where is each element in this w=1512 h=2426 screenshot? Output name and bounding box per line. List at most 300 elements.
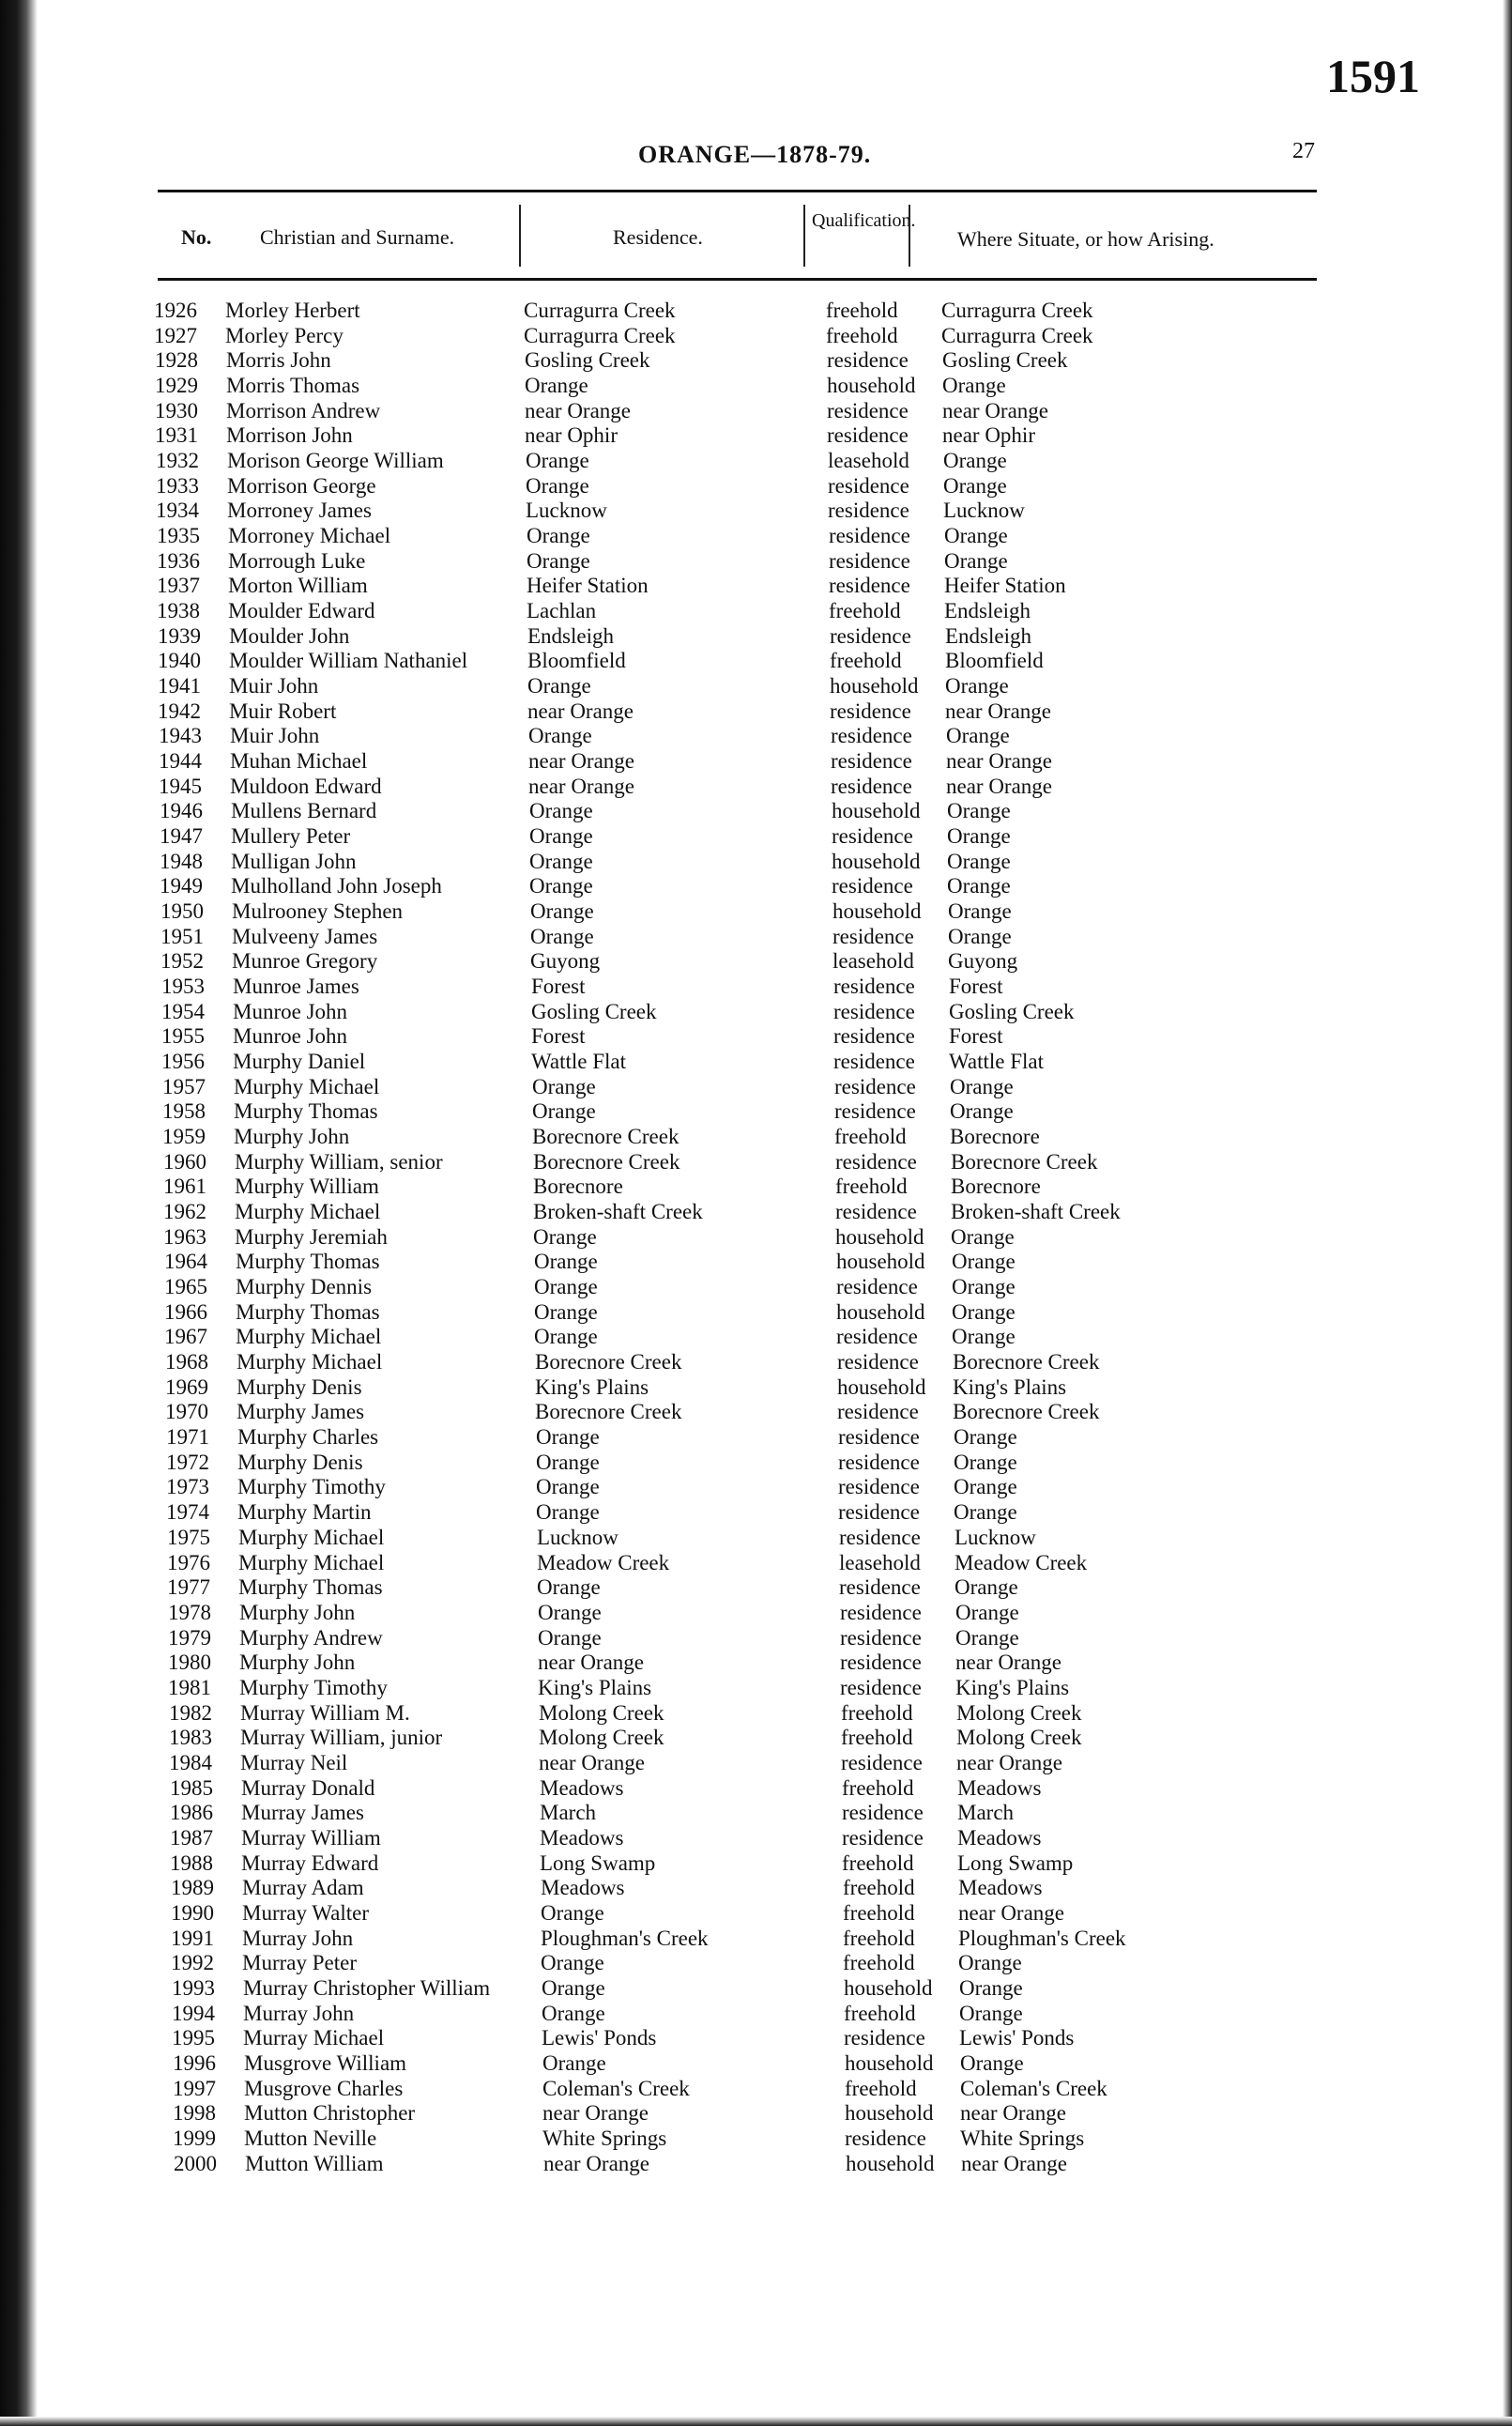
elector-name: Murphy Michael bbox=[236, 1325, 382, 1348]
elector-qualification: household bbox=[836, 1300, 925, 1324]
elector-qualification: residence bbox=[831, 775, 912, 798]
table-row bbox=[0, 649, 1512, 673]
elector-qualification: residence bbox=[845, 2127, 926, 2150]
elector-residence: Forest bbox=[531, 975, 586, 998]
row-number: 1995 bbox=[172, 2026, 215, 2050]
elector-qualification: household bbox=[827, 374, 916, 397]
elector-residence: Orange bbox=[534, 1300, 598, 1324]
elector-where-situate: Molong Creek bbox=[956, 1701, 1082, 1725]
row-number: 1971 bbox=[166, 1425, 209, 1449]
elector-name: Murphy John bbox=[239, 1601, 356, 1624]
elector-residence: near Orange bbox=[525, 399, 632, 422]
elector-qualification: residence bbox=[839, 1526, 921, 1549]
elector-name: Mullens Bernard bbox=[231, 799, 377, 822]
elector-where-situate: Orange bbox=[950, 1075, 1014, 1098]
elector-where-situate: Curragurra Creek bbox=[941, 299, 1093, 322]
elector-residence: Lewis' Ponds bbox=[542, 2026, 657, 2050]
table-row bbox=[0, 1075, 1512, 1099]
row-number: 1961 bbox=[163, 1175, 206, 1198]
elector-qualification: freehold bbox=[842, 1776, 914, 1800]
elector-residence: near Orange bbox=[538, 1651, 645, 1674]
elector-qualification: residence bbox=[829, 574, 910, 597]
elector-where-situate: near Ophir bbox=[942, 423, 1035, 447]
elector-where-situate: near Orange bbox=[956, 1751, 1063, 1774]
elector-qualification: residence bbox=[840, 1601, 922, 1624]
elector-where-situate: Gosling Creek bbox=[949, 1000, 1075, 1023]
table-row bbox=[0, 1801, 1512, 1825]
elector-qualification: freehold bbox=[835, 1175, 908, 1198]
row-number: 1936 bbox=[157, 549, 200, 573]
elector-name: Murray Peter bbox=[242, 1951, 357, 1974]
row-number: 1969 bbox=[165, 1375, 208, 1399]
row-number: 1965 bbox=[164, 1275, 207, 1298]
column-divider bbox=[803, 205, 805, 267]
elector-qualification: leasehold bbox=[832, 949, 914, 973]
row-number: 1931 bbox=[155, 423, 198, 447]
table-row bbox=[0, 549, 1512, 574]
elector-where-situate: Lucknow bbox=[955, 1526, 1036, 1549]
elector-residence: Long Swamp bbox=[540, 1851, 656, 1875]
elector-name: Morison George William bbox=[227, 449, 444, 472]
elector-where-situate: Borecnore Creek bbox=[953, 1350, 1100, 1374]
elector-where-situate: King's Plains bbox=[953, 1375, 1067, 1399]
elector-where-situate: Forest bbox=[949, 975, 1003, 998]
elector-qualification: residence bbox=[832, 925, 914, 948]
elector-qualification: leasehold bbox=[828, 449, 909, 472]
row-number: 1942 bbox=[158, 699, 201, 723]
elector-residence: Orange bbox=[532, 1075, 596, 1098]
elector-where-situate: Borecnore Creek bbox=[953, 1400, 1100, 1423]
elector-residence: Orange bbox=[526, 449, 589, 472]
elector-residence: Ploughman's Creek bbox=[541, 1927, 709, 1950]
table-row bbox=[0, 1024, 1512, 1049]
elector-name: Murray Donald bbox=[241, 1776, 375, 1800]
row-number: 1973 bbox=[166, 1475, 209, 1498]
column-header-name: Christian and Surname. bbox=[260, 225, 455, 249]
elector-qualification: residence bbox=[832, 874, 913, 898]
elector-residence: Gosling Creek bbox=[525, 348, 650, 372]
elector-qualification: residence bbox=[828, 474, 909, 498]
table-row bbox=[0, 1826, 1512, 1850]
row-number: 1988 bbox=[170, 1851, 213, 1875]
elector-name: Murphy Jeremiah bbox=[235, 1225, 388, 1249]
row-number: 1954 bbox=[161, 1000, 205, 1023]
table-row bbox=[0, 474, 1512, 499]
elector-qualification: residence bbox=[827, 348, 909, 372]
row-number: 1945 bbox=[159, 775, 202, 798]
elector-qualification: freehold bbox=[829, 599, 901, 622]
table-row bbox=[0, 324, 1512, 348]
table-row bbox=[0, 1701, 1512, 1726]
elector-residence: Bloomfield bbox=[527, 649, 626, 672]
table-row bbox=[0, 1000, 1512, 1024]
elector-name: Murphy John bbox=[239, 1651, 356, 1674]
elector-residence: Orange bbox=[529, 824, 593, 848]
elector-name: Murphy Michael bbox=[235, 1200, 381, 1223]
elector-name: Munroe Gregory bbox=[232, 949, 378, 973]
row-number: 1951 bbox=[160, 925, 204, 948]
elector-qualification: freehold bbox=[843, 1927, 915, 1950]
elector-residence: Lachlan bbox=[527, 599, 597, 622]
table-row bbox=[0, 1375, 1512, 1400]
elector-name: Muir Robert bbox=[229, 699, 337, 723]
table-row bbox=[0, 899, 1512, 924]
elector-where-situate: Orange bbox=[947, 824, 1011, 848]
elector-where-situate: near Orange bbox=[961, 2152, 1068, 2175]
row-number: 1928 bbox=[155, 348, 198, 372]
elector-name: Mutton Neville bbox=[244, 2127, 377, 2150]
elector-qualification: freehold bbox=[843, 1876, 915, 1899]
row-number: 1937 bbox=[157, 574, 200, 597]
elector-where-situate: Orange bbox=[954, 1475, 1017, 1498]
elector-name: Murphy Thomas bbox=[234, 1099, 378, 1123]
elector-residence: Wattle Flat bbox=[531, 1050, 626, 1073]
table-row bbox=[0, 2101, 1512, 2126]
elector-where-situate: Orange bbox=[943, 474, 1007, 498]
elector-residence: Orange bbox=[529, 850, 593, 873]
elector-residence: Meadows bbox=[540, 1826, 624, 1850]
elector-residence: Orange bbox=[536, 1475, 600, 1498]
elector-name: Murphy Andrew bbox=[239, 1626, 383, 1650]
elector-where-situate: Orange bbox=[952, 1325, 1016, 1348]
column-header-residence: Residence. bbox=[613, 225, 703, 249]
elector-where-situate: Curragurra Creek bbox=[941, 324, 1093, 347]
elector-qualification: household bbox=[845, 2101, 934, 2125]
elector-qualification: residence bbox=[829, 549, 910, 573]
elector-qualification: residence bbox=[835, 1200, 917, 1223]
table-top-rule bbox=[158, 190, 1317, 192]
table-row bbox=[0, 1876, 1512, 1900]
row-number: 1963 bbox=[163, 1225, 206, 1249]
elector-name: Munroe John bbox=[233, 1024, 348, 1048]
table-row bbox=[0, 1050, 1512, 1074]
elector-residence: near Orange bbox=[543, 2152, 650, 2175]
elector-residence: Orange bbox=[530, 925, 594, 948]
elector-name: Murray John bbox=[243, 2002, 355, 2025]
elector-name: Morris John bbox=[226, 348, 331, 372]
table-row bbox=[0, 2051, 1512, 2076]
table-row bbox=[0, 1951, 1512, 1975]
elector-name: Morroney James bbox=[227, 499, 372, 522]
row-number: 1933 bbox=[156, 474, 199, 498]
elector-where-situate: Borecnore bbox=[950, 1125, 1040, 1148]
elector-name: Morley Herbert bbox=[225, 299, 360, 322]
row-number: 1986 bbox=[170, 1801, 213, 1824]
elector-qualification: residence bbox=[827, 399, 909, 422]
elector-residence: Endsleigh bbox=[527, 624, 614, 648]
elector-qualification: residence bbox=[838, 1425, 920, 1449]
elector-where-situate: Meadows bbox=[957, 1776, 1042, 1800]
elector-where-situate: near Orange bbox=[955, 1651, 1062, 1674]
table-row bbox=[0, 1526, 1512, 1550]
elector-name: Morrison Andrew bbox=[226, 399, 381, 422]
elector-residence: Orange bbox=[534, 1275, 598, 1298]
elector-residence: Orange bbox=[534, 1250, 598, 1273]
elector-qualification: residence bbox=[831, 724, 912, 747]
elector-name: Munroe James bbox=[233, 975, 359, 998]
elector-residence: Orange bbox=[528, 724, 592, 747]
elector-qualification: residence bbox=[839, 1575, 921, 1599]
elector-name: Murphy Thomas bbox=[238, 1575, 383, 1599]
elector-qualification: household bbox=[830, 674, 919, 698]
elector-residence: near Orange bbox=[528, 775, 635, 798]
elector-residence: Orange bbox=[536, 1451, 600, 1474]
elector-where-situate: Meadows bbox=[958, 1876, 1043, 1899]
table-row bbox=[0, 1099, 1512, 1124]
elector-residence: Orange bbox=[527, 549, 590, 573]
row-number: 1927 bbox=[154, 324, 197, 347]
elector-where-situate: Orange bbox=[952, 1250, 1016, 1273]
elector-residence: near Orange bbox=[539, 1751, 646, 1774]
elector-name: Murray Adam bbox=[242, 1876, 364, 1899]
elector-name: Musgrove Charles bbox=[244, 2077, 404, 2100]
elector-residence: Orange bbox=[537, 1575, 601, 1599]
row-number: 1948 bbox=[160, 850, 203, 873]
elector-where-situate: Borecnore bbox=[951, 1175, 1041, 1198]
elector-qualification: residence bbox=[836, 1275, 918, 1298]
sub-page-number: 27 bbox=[1292, 139, 1315, 163]
elector-qualification: residence bbox=[833, 975, 915, 998]
elector-where-situate: Guyong bbox=[948, 949, 1018, 973]
table-row bbox=[0, 348, 1512, 373]
elector-qualification: household bbox=[845, 2051, 934, 2075]
elector-residence: Orange bbox=[538, 1601, 602, 1624]
elector-where-situate: Orange bbox=[950, 1099, 1014, 1123]
elector-qualification: household bbox=[844, 1976, 933, 2000]
table-header-rule bbox=[158, 278, 1317, 281]
elector-name: Munroe John bbox=[233, 1000, 348, 1023]
row-number: 1955 bbox=[161, 1024, 205, 1048]
table-row bbox=[0, 1250, 1512, 1274]
elector-where-situate: Orange bbox=[948, 925, 1012, 948]
elector-where-situate: Lewis' Ponds bbox=[959, 2026, 1075, 2050]
elector-qualification: household bbox=[832, 799, 921, 822]
elector-name: Murphy John bbox=[234, 1125, 350, 1148]
elector-residence: Borecnore Creek bbox=[535, 1400, 682, 1423]
row-number: 1935 bbox=[157, 524, 200, 547]
elector-qualification: residence bbox=[838, 1475, 920, 1498]
table-row bbox=[0, 1225, 1512, 1250]
elector-name: Murray John bbox=[242, 1927, 354, 1950]
table-row bbox=[0, 1451, 1512, 1475]
elector-name: Mulligan John bbox=[231, 850, 357, 873]
table-row bbox=[0, 799, 1512, 823]
row-number: 1947 bbox=[160, 824, 203, 848]
row-number: 1926 bbox=[154, 299, 197, 322]
elector-residence: Orange bbox=[536, 1500, 600, 1524]
elector-residence: Meadow Creek bbox=[537, 1551, 670, 1574]
elector-qualification: residence bbox=[841, 1751, 923, 1774]
elector-name: Murphy James bbox=[237, 1400, 365, 1423]
elector-name: Moulder William Nathaniel bbox=[229, 649, 468, 672]
row-number: 1959 bbox=[162, 1125, 206, 1148]
elector-name: Murphy Michael bbox=[237, 1350, 383, 1374]
elector-residence: Gosling Creek bbox=[531, 1000, 657, 1023]
row-number: 1981 bbox=[168, 1676, 211, 1699]
table-row bbox=[0, 749, 1512, 774]
elector-residence: Orange bbox=[542, 2002, 605, 2025]
row-number: 2000 bbox=[174, 2152, 217, 2175]
elector-qualification: freehold bbox=[830, 649, 902, 672]
elector-name: Murphy Charles bbox=[237, 1425, 379, 1449]
elector-where-situate: Orange bbox=[960, 2051, 1024, 2075]
table-row bbox=[0, 1425, 1512, 1450]
elector-qualification: household bbox=[832, 850, 921, 873]
row-number: 1999 bbox=[173, 2127, 216, 2150]
elector-name: Muhan Michael bbox=[230, 749, 368, 773]
elector-residence: Molong Creek bbox=[539, 1701, 664, 1725]
table-row bbox=[0, 1500, 1512, 1525]
row-number: 1964 bbox=[164, 1250, 207, 1273]
elector-residence: near Orange bbox=[542, 2101, 649, 2125]
elector-where-situate: Forest bbox=[949, 1024, 1003, 1048]
table-row bbox=[0, 524, 1512, 548]
table-row bbox=[0, 1976, 1512, 2001]
elector-name: Murray William bbox=[241, 1826, 381, 1850]
elector-residence: King's Plains bbox=[535, 1375, 649, 1399]
table-row bbox=[0, 1776, 1512, 1801]
table-row bbox=[0, 1400, 1512, 1424]
elector-where-situate: Orange bbox=[955, 1575, 1018, 1599]
elector-name: Murphy Timothy bbox=[237, 1475, 386, 1498]
elector-residence: Borecnore Creek bbox=[533, 1150, 680, 1174]
row-number: 1983 bbox=[169, 1726, 212, 1749]
elector-qualification: freehold bbox=[844, 2002, 916, 2025]
elector-name: Morrison George bbox=[227, 474, 376, 498]
elector-residence: Orange bbox=[527, 524, 590, 547]
elector-residence: Orange bbox=[532, 1099, 596, 1123]
elector-residence: March bbox=[540, 1801, 597, 1824]
elector-name: Mutton William bbox=[245, 2152, 384, 2175]
elector-where-situate: Orange bbox=[946, 724, 1010, 747]
row-number: 1976 bbox=[167, 1551, 210, 1574]
elector-where-situate: Orange bbox=[954, 1425, 1017, 1449]
elector-name: Murray William, junior bbox=[240, 1726, 443, 1749]
elector-qualification: residence bbox=[833, 1024, 915, 1048]
row-number: 1996 bbox=[173, 2051, 216, 2075]
elector-where-situate: Molong Creek bbox=[956, 1726, 1082, 1749]
row-number: 1993 bbox=[172, 1976, 215, 2000]
elector-qualification: residence bbox=[837, 1350, 919, 1374]
elector-qualification: residence bbox=[834, 1099, 916, 1123]
elector-where-situate: King's Plains bbox=[955, 1676, 1070, 1699]
table-row bbox=[0, 775, 1512, 799]
table-row bbox=[0, 299, 1512, 323]
elector-name: Morton William bbox=[228, 574, 368, 597]
elector-where-situate: Orange bbox=[958, 1951, 1022, 1974]
page-folio-number: 1591 bbox=[1326, 50, 1420, 102]
row-number: 1975 bbox=[167, 1526, 210, 1549]
elector-residence: Borecnore bbox=[533, 1175, 623, 1198]
elector-name: Murphy Martin bbox=[237, 1500, 372, 1524]
elector-name: Muldoon Edward bbox=[230, 775, 382, 798]
elector-qualification: leasehold bbox=[839, 1551, 921, 1574]
table-row bbox=[0, 2152, 1512, 2176]
elector-where-situate: near Orange bbox=[958, 1901, 1065, 1925]
elector-residence: Orange bbox=[530, 899, 594, 923]
row-number: 1972 bbox=[166, 1451, 209, 1474]
elector-qualification: residence bbox=[836, 1325, 918, 1348]
elector-residence: Orange bbox=[536, 1425, 600, 1449]
table-row bbox=[0, 1275, 1512, 1299]
elector-name: Murray Walter bbox=[242, 1901, 370, 1925]
row-number: 1980 bbox=[168, 1651, 211, 1674]
elector-where-situate: Orange bbox=[951, 1225, 1015, 1249]
table-row bbox=[0, 1601, 1512, 1625]
elector-qualification: residence bbox=[827, 423, 909, 447]
elector-where-situate: Orange bbox=[943, 449, 1007, 472]
table-row bbox=[0, 1726, 1512, 1750]
elector-name: Murray Edward bbox=[241, 1851, 379, 1875]
table-row bbox=[0, 1651, 1512, 1675]
table-row bbox=[0, 850, 1512, 874]
column-divider bbox=[909, 205, 910, 267]
elector-name: Murray Michael bbox=[243, 2026, 385, 2050]
elector-name: Mullery Peter bbox=[231, 824, 351, 848]
table-row bbox=[0, 1325, 1512, 1349]
table-row bbox=[0, 1350, 1512, 1374]
elector-residence: Coleman's Creek bbox=[542, 2077, 690, 2100]
elector-residence: Orange bbox=[525, 374, 588, 397]
elector-where-situate: near Orange bbox=[946, 775, 1053, 798]
elector-qualification: household bbox=[837, 1375, 926, 1399]
elector-qualification: residence bbox=[832, 824, 913, 848]
elector-qualification: freehold bbox=[843, 1901, 915, 1925]
row-number: 1979 bbox=[168, 1626, 211, 1650]
row-number: 1957 bbox=[162, 1075, 206, 1098]
row-number: 1991 bbox=[171, 1927, 214, 1950]
table-row bbox=[0, 1851, 1512, 1876]
elector-where-situate: Orange bbox=[952, 1275, 1016, 1298]
elector-where-situate: Bloomfield bbox=[945, 649, 1044, 672]
elector-where-situate: Orange bbox=[955, 1601, 1019, 1624]
table-row bbox=[0, 374, 1512, 398]
table-row bbox=[0, 1901, 1512, 1926]
elector-residence: Orange bbox=[533, 1225, 597, 1249]
row-number: 1950 bbox=[160, 899, 204, 923]
row-number: 1992 bbox=[171, 1951, 214, 1974]
elector-name: Murphy Michael bbox=[234, 1075, 380, 1098]
table-row bbox=[0, 2127, 1512, 2151]
row-number: 1940 bbox=[158, 649, 201, 672]
table-row bbox=[0, 574, 1512, 598]
elector-name: Mulrooney Stephen bbox=[232, 899, 404, 923]
elector-qualification: freehold bbox=[842, 1851, 914, 1875]
elector-name: Murphy Timothy bbox=[239, 1676, 388, 1699]
row-number: 1997 bbox=[173, 2077, 216, 2100]
table-row bbox=[0, 449, 1512, 473]
table-row bbox=[0, 423, 1512, 448]
elector-qualification: residence bbox=[844, 2026, 925, 2050]
elector-name: Murphy William, senior bbox=[235, 1150, 443, 1174]
table-row bbox=[0, 824, 1512, 849]
elector-where-situate: Borecnore Creek bbox=[951, 1150, 1098, 1174]
elector-name: Musgrove William bbox=[244, 2051, 407, 2075]
elector-qualification: household bbox=[836, 1250, 925, 1273]
elector-name: Moulder John bbox=[229, 624, 350, 648]
elector-where-situate: near Orange bbox=[942, 399, 1049, 422]
elector-where-situate: Orange bbox=[959, 1976, 1023, 2000]
row-number: 1958 bbox=[162, 1099, 206, 1123]
row-number: 1987 bbox=[170, 1826, 213, 1850]
table-row bbox=[0, 699, 1512, 724]
elector-qualification: freehold bbox=[841, 1701, 913, 1725]
row-number: 1984 bbox=[169, 1751, 212, 1774]
elector-where-situate: Long Swamp bbox=[957, 1851, 1074, 1875]
table-row bbox=[0, 1300, 1512, 1325]
elector-qualification: residence bbox=[840, 1626, 922, 1650]
elector-name: Murray Neil bbox=[240, 1751, 348, 1774]
